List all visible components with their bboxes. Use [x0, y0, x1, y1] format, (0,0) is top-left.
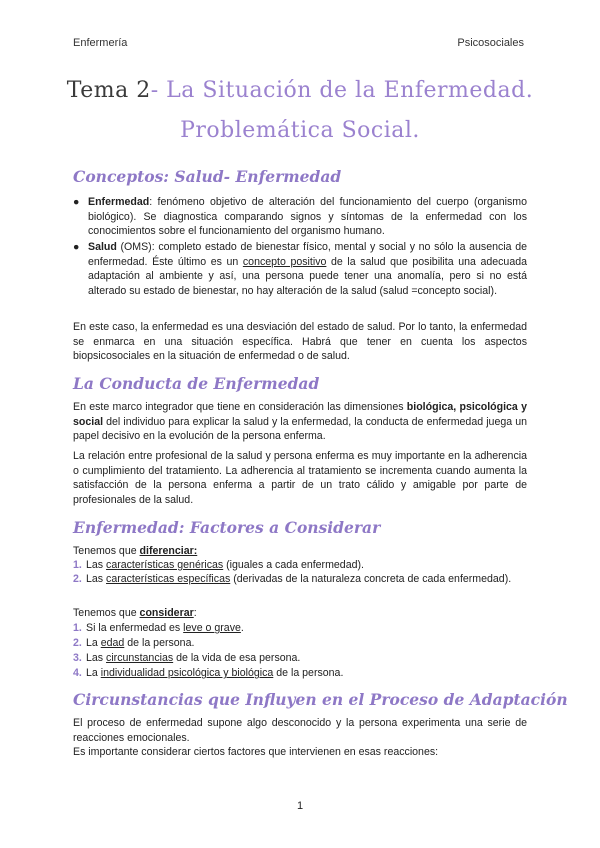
item-text: de la persona. — [124, 637, 195, 649]
intro-considerar — [73, 606, 527, 621]
section-heading-factores: Enfermedad: Factores a Considerar — [73, 518, 381, 537]
term-salud: Salud — [88, 241, 117, 253]
def-salud-a: (OMS): completo estado de bienestar físico, mental y social y no sólo la ausencia de enfermedad. Éste último es un — [88, 241, 527, 268]
list-item — [73, 572, 527, 587]
item-text: Las — [86, 559, 107, 571]
header-course: Enfermería — [73, 37, 128, 49]
def-salud-b: de la salud que posibilita una adecuada adaptación al ambiente y así, una persona puede tener una anomalía, pero si no está alterado su estado de bienestar, no hay alteración de la salud (salud =concepto social). — [88, 255, 527, 297]
word-diferenciar: diferenciar: — [139, 545, 198, 557]
paragraph-circunstancias-2: Es importante considerar ciertos factores que intervienen en esas reacciones: — [73, 746, 439, 758]
item-text: (iguales a cada enfermedad). — [223, 559, 364, 571]
list-item — [73, 621, 527, 636]
page-title-line2: Problemática Social. — [180, 118, 420, 143]
conducta-1a: En este marco integrador que tiene en consideración las dimensiones — [73, 401, 407, 413]
conducta-dimensiones: biológica, psicológica y social — [73, 401, 527, 428]
conducta-1c: del individuo para explicar la salud y la enfermedad, la conducta de enfermedad juega un papel decisivo en la evolución de la persona enferma. — [73, 415, 527, 443]
item-text: La — [86, 667, 101, 679]
list-number: 1. — [73, 622, 82, 634]
page-number: 1 — [296, 800, 304, 812]
def-enfermedad: : fenómeno objetivo de alteración del funcionamiento del cuerpo (organismo biológico). Se diagnostica comparando signos y síntomas de la enfermedad con los conocimientos sobre el funcionamiento del organismo humano. — [88, 196, 527, 238]
list-number: 2. — [73, 637, 82, 649]
item-text: de la vida de esa persona. — [173, 652, 301, 664]
bullet-enfermedad — [73, 195, 527, 239]
paragraph-salud-enfermedad: En este caso, la enfermedad es una desviación del estado de salud. Por lo tanto, la enfermedad se enmarca en una situación específica. Habrá que tener en cuenta los aspectos biopsicosociales en la situación de enfermedad o de salud. — [73, 321, 527, 363]
intro-diferenciar — [73, 544, 527, 559]
item-text: Las — [86, 652, 107, 664]
underlined-concepto-positivo: concepto positivo — [242, 255, 327, 268]
bullet-salud — [73, 240, 527, 298]
list-item — [73, 666, 527, 681]
item-underlined: características genéricas — [106, 559, 224, 571]
intro-text: Tenemos que — [73, 607, 140, 619]
word-considerar: considerar — [139, 607, 194, 619]
section-heading-salud-enfermedad: Conceptos: Salud- Enfermedad — [73, 167, 342, 186]
item-underlined: circunstancias — [106, 652, 174, 664]
list-number: 2. — [73, 573, 82, 585]
bullet-dot: ● — [73, 196, 80, 208]
item-underlined: individualidad psicológica y biológica — [100, 667, 274, 679]
term-enfermedad: Enfermedad — [88, 196, 150, 208]
page-title — [0, 78, 600, 103]
title-part2: - La Situación de la Enfermedad. — [150, 78, 534, 103]
bullet-dot: ● — [73, 241, 80, 253]
list-item — [73, 558, 527, 573]
title-part1: Tema 2 — [66, 78, 151, 103]
item-text: . — [240, 622, 244, 634]
item-underlined: edad — [100, 637, 125, 649]
item-text: Las — [86, 573, 107, 585]
item-text: Si la enfermedad es — [86, 622, 184, 634]
paragraph-circunstancias-1: El proceso de enfermedad supone algo desconocido y la persona experimenta una serie de reacciones emocionales. — [73, 717, 527, 744]
list-number: 3. — [73, 652, 82, 664]
paragraph-conducta-1 — [73, 400, 527, 444]
section-heading-circunstancias: Circunstancias que Influyen en el Proceso de Adaptación — [73, 690, 568, 709]
item-text: La — [86, 637, 101, 649]
list-number: 4. — [73, 667, 82, 679]
list-item — [73, 651, 527, 666]
list-item — [73, 636, 527, 651]
paragraph-conducta-2: La relación entre profesional de la salud y persona enferma es muy importante en la adherencia o cumplimiento del tratamiento. La adherencia al tratamiento se incrementa cuando aumenta la satisfacción de la persona enferma a partir de un trato cálido y amigable por parte de profesionales de la salud. — [73, 450, 527, 506]
intro-colon: : — [193, 607, 197, 619]
item-text: (derivadas de la naturaleza concreta de cada enfermedad). — [230, 573, 512, 585]
item-underlined: leve o grave — [183, 622, 241, 634]
section-heading-conducta: La Conducta de Enfermedad — [73, 374, 320, 393]
list-number: 1. — [73, 559, 82, 571]
item-text: de la persona. — [273, 667, 344, 679]
intro-text: Tenemos que — [73, 545, 140, 557]
header-subject: Psicosociales — [457, 37, 524, 49]
item-underlined: características específicas — [106, 573, 231, 585]
